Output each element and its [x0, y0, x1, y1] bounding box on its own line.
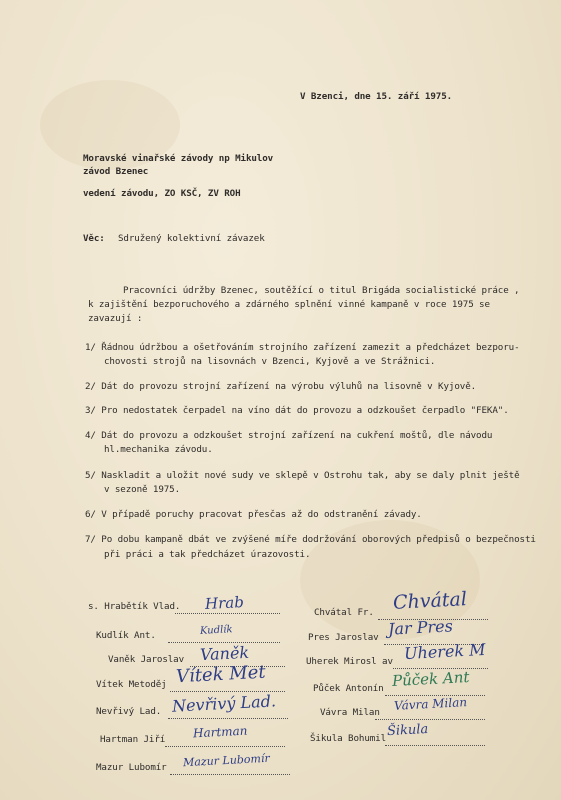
item-5-line-1: 5/ Naskladit a uložit nové sudy ve sklepě v Ostrohu tak, aby se daly plnit ještě — [85, 470, 520, 481]
signature-line — [385, 745, 485, 746]
signatory-name: Půček Antonín — [313, 683, 384, 694]
signature: Kudlík — [199, 624, 233, 637]
date-line: V Bzenci, dne 15. září 1975. — [300, 91, 453, 102]
addressee-line-1: Moravské vinařské závody np Mikulov — [83, 153, 274, 164]
item-1-line-2: chovosti strojů na lisovnách v Bzenci, Kyjově a ve Strážnici. — [104, 356, 436, 367]
subject-text: Sdružený kolektivní závazek — [118, 233, 265, 244]
signature: Šikula — [386, 721, 429, 740]
signatory-name: Chvátal Fr. — [314, 607, 374, 618]
signature: Uherek M — [403, 639, 486, 664]
item-4-line-2: hl.mechanika závodu. — [104, 444, 213, 455]
signatory-name: Šikula Bohumil — [310, 733, 387, 744]
signatory-name: Vávra Milan — [320, 707, 380, 718]
signature-line — [175, 613, 280, 614]
intro-line-3: zavazují : — [88, 313, 143, 324]
signatory-name: Hartman Jiří — [100, 734, 166, 745]
signatory-name: s. Hrabětík Vlad. — [88, 601, 181, 612]
signatory-name: Nevřivý Lad. — [96, 706, 162, 717]
intro-line-2: k zajištění bezporuchového a zdárného splnění vinné kampaně v roce 1975 se — [88, 299, 490, 310]
item-1-line-1: 1/ Řádnou údržbou a ošetřováním strojního zařízení zamezit a předcházet bezporu- — [85, 342, 520, 353]
item-7-line-1: 7/ Po dobu kampaně dbát ve zvýšené míře dodržování oborových předpisů o bezpečnosti — [85, 534, 536, 545]
signature-line — [165, 746, 285, 747]
signatory-name: Kudlík Ant. — [96, 630, 156, 641]
item-3: 3/ Pro nedostatek čerpadel na víno dát do provozu a odzkoušet čerpadlo "FEKA". — [85, 405, 509, 416]
signature: Hrab — [204, 592, 245, 614]
signature-line — [170, 774, 290, 775]
item-7-line-2: při práci a tak předcházet úrazovosti. — [104, 549, 311, 560]
signature: Nevřivý Lad. — [171, 691, 277, 716]
signature: Mazur Lubomír — [182, 751, 270, 770]
addressee-line-3: vedení závodu, ZO KSČ, ZV ROH — [83, 188, 241, 199]
signature: Vítek Met — [175, 661, 267, 688]
addressee-line-2: závod Bzenec — [83, 166, 149, 177]
signature: Vávra Milan — [393, 695, 468, 713]
item-2: 2/ Dát do provozu strojní zařízení na výrobu výluhů na lisovně v Kyjově. — [85, 381, 477, 392]
signatory-name: Mazur Lubomír — [96, 762, 167, 773]
signature: Chvátal — [392, 588, 468, 614]
signature: Jar Pres — [387, 616, 454, 639]
signature: Půček Ant — [391, 667, 470, 691]
signatory-name: Vaněk Jaroslav — [108, 654, 185, 665]
item-5-line-2: v sezoně 1975. — [104, 484, 181, 495]
signature: Hartman — [192, 723, 248, 741]
signatory-name: Uherek Mirosl av — [306, 656, 393, 667]
signature-line — [168, 718, 288, 719]
item-6: 6/ V případě poruchy pracovat přesčas až do odstranění závady. — [85, 509, 422, 520]
signature-line — [375, 719, 485, 720]
signatory-name: Vítek Metoděj — [96, 679, 167, 690]
signature-line — [168, 642, 280, 643]
signature: Vaněk — [199, 642, 250, 665]
subject-label: Věc: — [83, 233, 105, 244]
signatory-name: Pres Jaroslav — [308, 632, 379, 643]
item-4-line-1: 4/ Dát do provozu a odzkoušet strojní zařízení na cukření moštů, dle návodu — [85, 430, 493, 441]
intro-line-1: Pracovníci údržby Bzenec, soutěžící o titul Brigáda socialistické práce , — [123, 285, 520, 296]
